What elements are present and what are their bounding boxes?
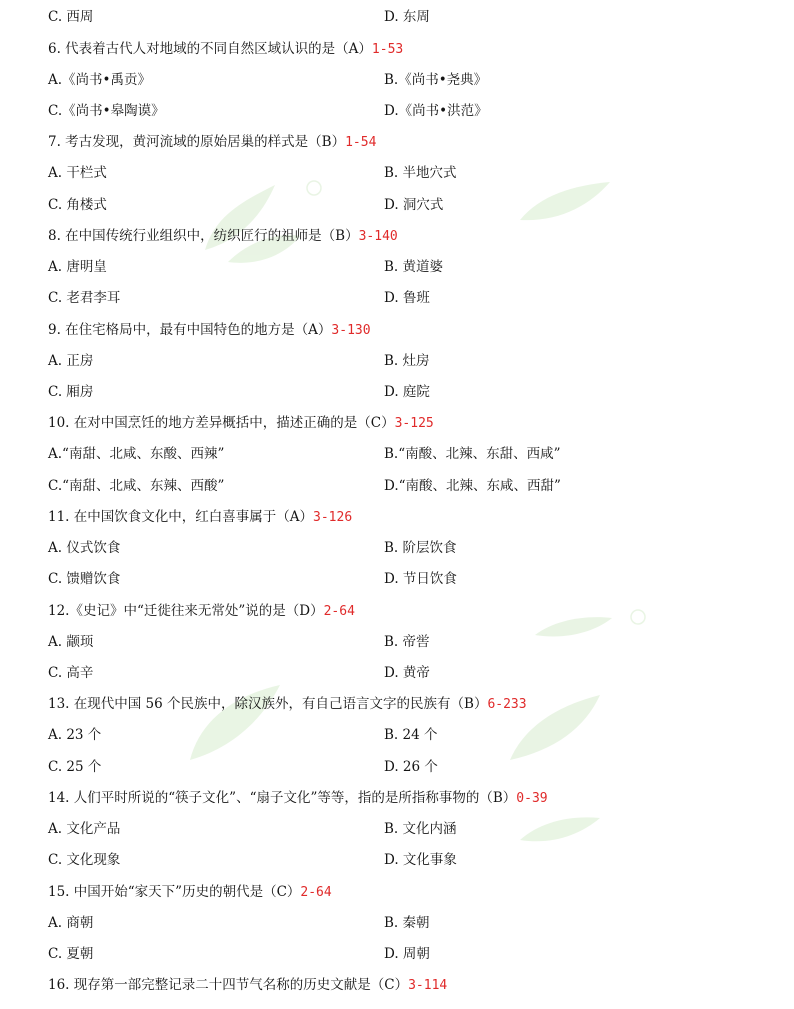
question-text: 10. 在对中国烹饪的地方差异概括中，描述正确的是（C） [48, 415, 395, 432]
page-reference: 3-126 [313, 509, 353, 525]
option-d: D. 节日饮食 [384, 571, 457, 588]
option-row [0, 96, 794, 127]
option-c: C.“南甜、北咸、东辣、西酸” [48, 477, 225, 494]
option-row [0, 939, 794, 970]
page-reference: 0-39 [516, 790, 548, 806]
question-text: 11. 在中国饮食文化中，红白喜事属于（A） [48, 508, 314, 525]
option-c: C. 馈赠饮食 [48, 571, 121, 588]
option-row [0, 845, 794, 876]
option-row [0, 158, 794, 189]
question-stem-row [0, 783, 794, 814]
option-row [0, 658, 794, 689]
option-a: A.“南甜、北咸、东酸、西辣” [48, 446, 225, 463]
exam-page [0, 2, 794, 1001]
option-d: D. 26 个 [384, 758, 438, 775]
option-c: C. 角楼式 [48, 196, 107, 213]
option-row [0, 2, 794, 33]
page-reference: 3-125 [394, 416, 434, 432]
option-a: A. 唐明皇 [48, 259, 107, 276]
option-a: A. 23 个 [48, 727, 102, 744]
option-b: B. 秦朝 [384, 914, 430, 931]
question-stem-row [0, 689, 794, 720]
option-d: D. 鲁班 [384, 290, 430, 307]
option-row [0, 439, 794, 470]
page-reference: 1-53 [371, 41, 404, 57]
option-row [0, 752, 794, 783]
question-stem [48, 221, 398, 252]
option-d: D. 文化事象 [384, 852, 457, 869]
option-b: B. 半地穴式 [384, 165, 457, 182]
option-c: C. 25 个 [48, 758, 102, 775]
page-reference: 3-130 [331, 322, 371, 338]
question-stem-row [0, 877, 794, 908]
question-text: 12.《史记》中“迁徙往来无常处”说的是（D） [48, 602, 324, 619]
question-text: 9. 在住宅格局中，最有中国特色的地方是（A） [48, 321, 332, 338]
option-row [0, 627, 794, 658]
option-d: D.《尚书•洪范》 [384, 103, 488, 120]
option-row [0, 908, 794, 939]
option-b: B.“南酸、北辣、东甜、西咸” [384, 446, 561, 463]
question-stem-row [0, 408, 794, 439]
question-stem [48, 970, 447, 1001]
question-stem [48, 689, 527, 720]
question-stem-row [0, 221, 794, 252]
question-stem-row [0, 34, 794, 65]
question-stem-row [0, 596, 794, 627]
option-row [0, 283, 794, 314]
option-b: B.《尚书•尧典》 [384, 71, 488, 88]
question-stem [48, 127, 376, 158]
option-b: B. 阶层饮食 [384, 540, 457, 557]
question-stem [48, 783, 548, 814]
option-c: C.《尚书•皋陶谟》 [48, 103, 165, 120]
option-a: A. 颛顼 [48, 633, 94, 650]
page-reference: 1-54 [345, 135, 377, 151]
option-c: C. 夏朝 [48, 945, 94, 962]
option-row [0, 252, 794, 283]
question-text: 14. 人们平时所说的“筷子文化”、“扇子文化”等等，指的是所指称事物的（B） [48, 789, 517, 806]
option-d: D. 庭院 [384, 384, 430, 401]
question-stem [48, 502, 352, 533]
option-b: B. 文化内涵 [384, 821, 457, 838]
question-stem [48, 877, 332, 908]
option-row [0, 564, 794, 595]
option-row [0, 190, 794, 221]
question-stem-row [0, 502, 794, 533]
option-a: A. 正房 [48, 352, 94, 369]
option-d: D.“南酸、北辣、东咸、西甜” [384, 477, 561, 494]
option-row [0, 65, 794, 96]
question-text: 7. 考古发现，黄河流域的原始居巢的样式是（B） [48, 134, 346, 151]
question-stem-row [0, 315, 794, 346]
option-a: A. 干栏式 [48, 165, 107, 182]
option-d: D. 东周 [384, 9, 430, 26]
option-d: D. 周朝 [384, 945, 430, 962]
question-text: 8. 在中国传统行业组织中，纺织匠行的祖师是（B） [48, 227, 359, 244]
option-row [0, 720, 794, 751]
question-text: 15. 中国开始“家天下”历史的朝代是（C） [48, 883, 301, 900]
page-reference: 2-64 [323, 603, 355, 619]
page-reference: 3-114 [408, 978, 448, 994]
question-stem [48, 408, 434, 439]
question-stem-row [0, 127, 794, 158]
option-c: C. 老君李耳 [48, 290, 121, 307]
option-a: A. 仪式饮食 [48, 540, 121, 557]
option-d: D. 黄帝 [384, 664, 430, 681]
option-b: B. 24 个 [384, 727, 438, 744]
option-c: C. 厢房 [48, 384, 94, 401]
question-text: 13. 在现代中国 56 个民族中，除汉族外，有自己语言文字的民族有（B） [48, 696, 488, 713]
option-a: A.《尚书•禹贡》 [48, 71, 152, 88]
question-stem [48, 596, 355, 627]
option-c: C. 文化现象 [48, 852, 121, 869]
option-b: B. 黄道婆 [384, 259, 444, 276]
option-d: D. 洞穴式 [384, 196, 444, 213]
page-reference: 6-233 [487, 697, 527, 713]
option-b: B. 灶房 [384, 352, 430, 369]
question-stem [48, 34, 403, 65]
option-b: B. 帝喾 [384, 633, 430, 650]
option-row [0, 346, 794, 377]
question-stem-row [0, 970, 794, 1001]
option-c: C. 西周 [48, 9, 94, 26]
question-text: 16. 现存第一部完整记录二十四节气名称的历史文献是（C） [48, 977, 409, 994]
option-row [0, 471, 794, 502]
option-c: C. 高辛 [48, 664, 94, 681]
option-a: A. 文化产品 [48, 821, 121, 838]
question-stem [48, 315, 371, 346]
question-text: 6. 代表着古代人对地域的不同自然区域认识的是（A） [48, 40, 372, 57]
page-reference: 2-64 [300, 884, 332, 900]
option-row [0, 814, 794, 845]
page-reference: 3-140 [358, 228, 398, 244]
option-row [0, 377, 794, 408]
option-row [0, 533, 794, 564]
option-a: A. 商朝 [48, 914, 94, 931]
